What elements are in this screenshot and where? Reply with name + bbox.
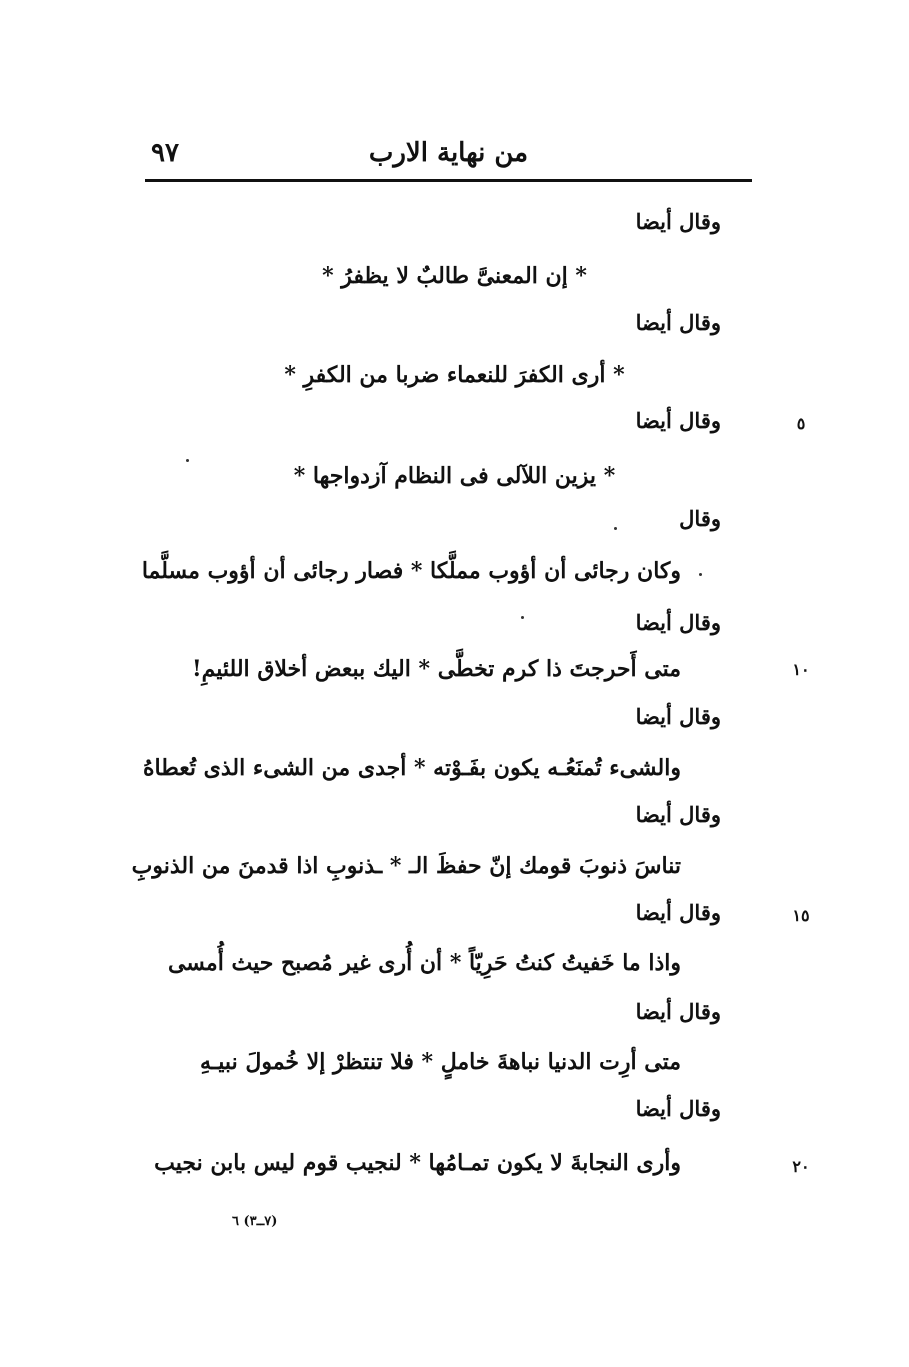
scan-speck: [186, 459, 189, 462]
verse-line: تناسَ ذنوبَ قومك إنّ حفظَ الـ * ـذنوبِ اذا قدمنَ من الذنوبِ: [131, 853, 681, 879]
entry-intro: وقال أيضا: [635, 802, 721, 827]
header-rule: [145, 179, 752, 182]
entry-intro: وقال أيضا: [635, 1096, 721, 1121]
entry-intro: وقال أيضا: [635, 610, 721, 635]
line-number: ١٠: [792, 660, 810, 679]
line-number: ١٥: [792, 906, 810, 925]
page-header: [145, 136, 752, 178]
running-title: من نهاية الارب: [368, 138, 529, 168]
entry-intro: وقال أيضا: [635, 209, 721, 234]
verse-line: وكان رجائى أن أؤوب مملَّكا * فصار رجائى أن أؤوب مسلَّما: [141, 558, 681, 584]
verse-line: * إن المعنىَّ طالبٌ لا يظفرُ *: [322, 263, 587, 289]
verse-line: والشىء تُمنَعُـه يكون بفَـوْته * أجدى من الشىء الذى تُعطاهُ: [142, 755, 681, 781]
line-number: ٢٠: [792, 1157, 810, 1176]
verse-line: متى أَحرجتَ ذا كرم تخطَّى * اليك ببعض أخلاق اللئيمِ!: [191, 656, 681, 682]
verse-line: واذا ما خَفيتُ كنتُ حَرِيّاً * أن أُرى غير مُصبح حيث أُمسى: [167, 950, 681, 976]
verse-line: * أرى الكفرَ للنعماء ضربا من الكفرِ *: [284, 362, 625, 388]
verse-line: وأرى النجابةَ لا يكون تمـامُها * لنجيب قوم ليس بابن نجيب: [154, 1150, 681, 1176]
scan-speck: [699, 573, 702, 576]
line-number: ٥: [796, 414, 806, 433]
entry-intro: وقال أيضا: [635, 900, 721, 925]
scan-speck: [521, 616, 524, 619]
verse-line: متى أرِت الدنيا نباهةَ خاملٍ * فلا تنتظرْ إلا خُمولَ نبيـهِ: [200, 1049, 681, 1075]
entry-intro: وقال أيضا: [635, 408, 721, 433]
page-number: ٩٧: [151, 138, 179, 168]
signature-mark: (٧ــ٣) ٦: [232, 1214, 278, 1229]
entry-intro: وقال أيضا: [635, 310, 721, 335]
entry-intro: وقال: [679, 506, 721, 531]
verse-line: * يزين اللآلى فى النظام آزدواجها *: [293, 463, 616, 489]
scan-speck: [614, 527, 617, 530]
entry-intro: وقال أيضا: [635, 999, 721, 1024]
entry-intro: وقال أيضا: [635, 704, 721, 729]
